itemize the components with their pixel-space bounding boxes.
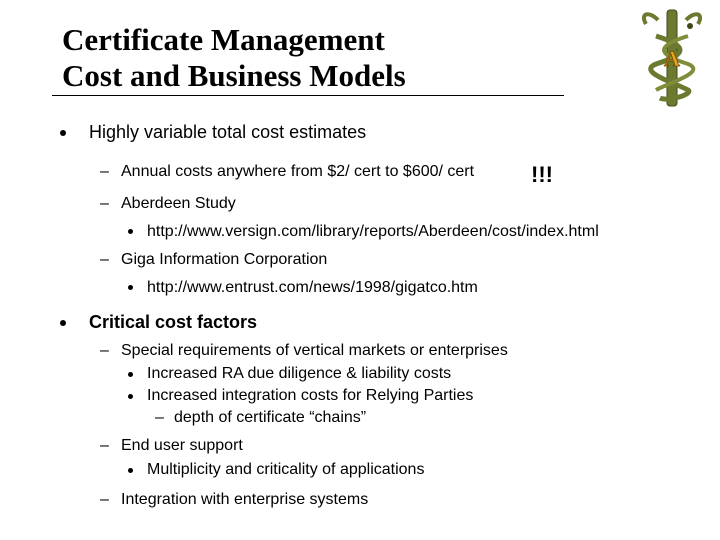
slide-title <box>62 22 406 94</box>
dash-marker: – <box>100 251 109 268</box>
sub-aberdeen-study: Aberdeen Study <box>121 195 236 212</box>
slide-title-line-2: Cost and Business Models <box>62 58 406 93</box>
item-ra-due-diligence: Increased RA due diligence & liability costs <box>147 365 452 382</box>
bullet-dot <box>128 372 133 377</box>
dash-marker: – <box>100 437 109 454</box>
bullet-dot <box>60 130 66 136</box>
dash-marker: – <box>155 409 164 426</box>
dash-marker: – <box>100 342 109 359</box>
bullet-critical-cost-factors: Critical cost factors <box>89 312 258 332</box>
emphasis-marks: !!! <box>531 162 553 187</box>
sub-end-user-support: End user support <box>121 437 243 454</box>
item-certificate-chains: depth of certificate “chains” <box>174 409 367 426</box>
link-aberdeen-url[interactable]: http://www.versign.com/library/reports/Aberdeen/cost/index.html <box>147 223 599 240</box>
bullet-dot <box>128 229 133 234</box>
link-entrust-url[interactable]: http://www.entrust.com/news/1998/gigatco.htm <box>147 279 478 296</box>
dash-marker: – <box>100 491 109 508</box>
sub-annual-costs: Annual costs anywhere from $2/ cert to $600/ cert <box>121 163 475 180</box>
item-integration-costs: Increased integration costs for Relying Parties <box>147 387 474 404</box>
bullet-highly-variable-costs: Highly variable total cost estimates <box>89 122 367 142</box>
sub-special-requirements: Special requirements of vertical markets or enterprises <box>121 342 508 359</box>
title-underline <box>52 95 564 96</box>
bullet-dot <box>128 394 133 399</box>
svg-text:A: A <box>664 46 680 71</box>
caduceus-logo-icon <box>638 6 708 110</box>
bullet-dot <box>128 468 133 473</box>
dash-marker: – <box>100 195 109 212</box>
sub-giga-information: Giga Information Corporation <box>121 251 328 268</box>
item-multiplicity: Multiplicity and criticality of applications <box>147 461 425 478</box>
slide-title-line-1: Certificate Management <box>62 22 385 57</box>
dash-marker: – <box>100 163 109 180</box>
sub-enterprise-integration: Integration with enterprise systems <box>121 491 369 508</box>
bullet-dot <box>128 285 133 290</box>
bullet-dot <box>60 320 66 326</box>
